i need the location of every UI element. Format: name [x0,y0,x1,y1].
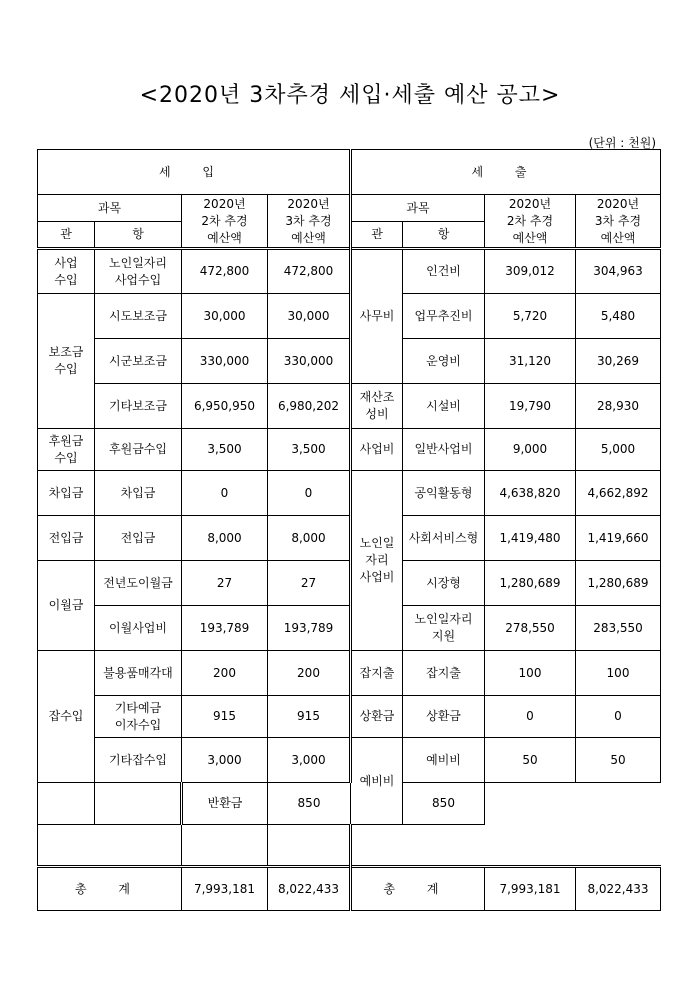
income-hang-cell: 전년도이월금 [95,561,182,606]
expense-prev-cell: 9,000 [485,429,576,471]
table-row [38,696,661,738]
expense-prev-cell: 100 [485,651,576,696]
expense-curr-cell: 50 [576,738,661,783]
expense-hang-cell: 인건비 [403,249,485,294]
income-curr-header: 2020년 3차 추경 예산액 [268,195,351,249]
income-gwan-cell: 후원금 수입 [38,429,95,471]
income-hang-header: 항 [95,222,182,249]
table-row [38,783,661,825]
income-gwan-cell: 잡수입 [38,651,95,783]
expense-curr-cell: 4,662,892 [576,471,661,516]
income-subject-header: 과목 [38,195,182,222]
expense-prev-cell: 850 [268,783,351,825]
table-row [38,339,661,384]
expense-hang-cell: 시설비 [403,384,485,429]
table-row [38,294,661,339]
expense-hang-cell: 사회서비스형 [403,516,485,561]
expense-curr-cell: 1,280,689 [576,561,661,606]
expense-curr-cell: 30,269 [576,339,661,384]
income-prev-header: 2020년 2차 추경 예산액 [182,195,268,249]
income-empty-cell [268,825,351,867]
expense-prev-cell: 50 [485,738,576,783]
table-row [38,384,661,429]
expense-prev-cell: 5,720 [485,294,576,339]
expense-hang-cell: 상환금 [403,696,485,738]
income-total-curr: 8,022,433 [268,867,351,911]
expense-prev-cell: 278,550 [485,606,576,651]
table-row [38,516,661,561]
table-row [38,606,661,651]
income-total-label [38,867,182,911]
income-curr-cell: 3,000 [268,738,351,783]
income-hang-cell: 기타예금 이자수입 [95,696,182,738]
expense-prev-cell: 1,419,480 [485,516,576,561]
expense-prev-cell: 19,790 [485,384,576,429]
income-prev-cell: 200 [182,651,268,696]
expense-hang-cell: 업무추진비 [403,294,485,339]
income-prev-cell: 472,800 [182,249,268,294]
table-row [38,738,661,783]
expense-curr-cell: 5,000 [576,429,661,471]
income-empty-cell [95,783,182,825]
income-curr-cell: 6,980,202 [268,384,351,429]
income-hang-cell: 불용품매각대 [95,651,182,696]
income-prev-cell: 6,950,950 [182,384,268,429]
expense-subject-header: 과목 [351,195,485,222]
expense-gwan-cell: 노인일 자리 사업비 [351,471,403,651]
income-prev-cell: 330,000 [182,339,268,384]
income-hang-cell: 전입금 [95,516,182,561]
total-row [38,867,661,911]
income-curr-cell: 8,000 [268,516,351,561]
expense-curr-cell: 0 [576,696,661,738]
income-prev-cell: 27 [182,561,268,606]
income-gwan-cell: 사업 수입 [38,249,95,294]
expense-curr-cell: 5,480 [576,294,661,339]
expense-total-label-text: 총 계 [383,881,453,896]
expense-hang-header: 항 [403,222,485,249]
expense-hang-cell: 반환금 [182,783,268,825]
income-curr-cell: 0 [268,471,351,516]
expense-header: 세 출 [351,150,661,195]
income-hang-cell: 이월사업비 [95,606,182,651]
income-gwan-cell: 전입금 [38,516,95,561]
income-hang-cell: 시도보조금 [95,294,182,339]
expense-gwan-cell: 재산조 성비 [351,384,403,429]
income-prev-cell: 8,000 [182,516,268,561]
income-gwan-cell: 이월금 [38,561,95,651]
income-hang-cell: 후원금수입 [95,429,182,471]
page-title: <2020년 3차추경 세입·세출 예산 공고> [139,83,561,108]
income-curr-cell: 27 [268,561,351,606]
expense-prev-cell: 4,638,820 [485,471,576,516]
expense-gwan-cell: 상환금 [351,696,403,738]
income-empty-cell [182,825,268,867]
expense-hang-cell: 공익활동형 [403,471,485,516]
income-total-prev: 7,993,181 [182,867,268,911]
expense-total-prev: 7,993,181 [485,867,576,911]
expense-gwan-cell: 잡지출 [351,651,403,696]
income-gwan-cell: 차입금 [38,471,95,516]
income-header: 세 입 [38,150,351,195]
column-header-row [38,195,661,222]
income-hang-cell: 기타보조금 [95,384,182,429]
income-hang-cell: 시군보조금 [95,339,182,384]
income-prev-cell: 193,789 [182,606,268,651]
expense-gwan-cell: 사무비 [351,249,403,384]
expense-total-curr: 8,022,433 [576,867,661,911]
expense-hang-cell: 예비비 [403,738,485,783]
table-row [38,651,661,696]
income-curr-cell: 30,000 [268,294,351,339]
expense-gwan-header: 관 [351,222,403,249]
income-curr-cell: 915 [268,696,351,738]
income-hang-cell: 차입금 [95,471,182,516]
expense-curr-cell: 304,963 [576,249,661,294]
expense-total-label [351,867,485,911]
income-curr-cell: 330,000 [268,339,351,384]
income-prev-cell: 0 [182,471,268,516]
table-row [38,471,661,516]
expense-prev-cell: 31,120 [485,339,576,384]
expense-curr-header: 2020년 3차 추경 예산액 [576,195,661,249]
expense-prev-cell: 0 [485,696,576,738]
expense-curr-cell: 850 [403,783,485,825]
expense-curr-cell: 283,550 [576,606,661,651]
income-prev-cell: 3,500 [182,429,268,471]
table-row [38,825,661,867]
income-curr-cell: 200 [268,651,351,696]
income-gwan-header: 관 [38,222,95,249]
income-gwan-cell: 보조금 수입 [38,294,95,429]
income-curr-cell: 193,789 [268,606,351,651]
expense-hang-cell: 잡지출 [403,651,485,696]
income-curr-cell: 472,800 [268,249,351,294]
expense-curr-cell: 100 [576,651,661,696]
table-row [38,249,661,294]
expense-prev-cell: 309,012 [485,249,576,294]
budget-table [37,149,661,911]
income-hang-cell: 노인일자리 사업수입 [95,249,182,294]
expense-hang-cell: 시장형 [403,561,485,606]
income-prev-cell: 915 [182,696,268,738]
income-total-label-text: 총 계 [75,881,144,896]
expense-hang-cell: 노인일자리 지원 [403,606,485,651]
income-empty-cell [38,783,95,825]
expense-hang-cell: 일반사업비 [403,429,485,471]
section-header-row [38,150,661,195]
expense-gwan-cell: 사업비 [351,429,403,471]
expense-curr-cell: 28,930 [576,384,661,429]
expense-prev-cell: 1,280,689 [485,561,576,606]
expense-hang-cell: 운영비 [403,339,485,384]
income-curr-cell: 3,500 [268,429,351,471]
expense-prev-header: 2020년 2차 추경 예산액 [485,195,576,249]
income-hang-cell: 기타잡수입 [95,738,182,783]
expense-curr-cell: 1,419,660 [576,516,661,561]
income-prev-cell: 3,000 [182,738,268,783]
unit-note: (단위 : 천원) [588,136,656,150]
income-prev-cell: 30,000 [182,294,268,339]
table-row [38,429,661,471]
expense-gwan-cell: 예비비 [351,738,403,825]
income-empty-cell [38,825,182,867]
table-row [38,561,661,606]
